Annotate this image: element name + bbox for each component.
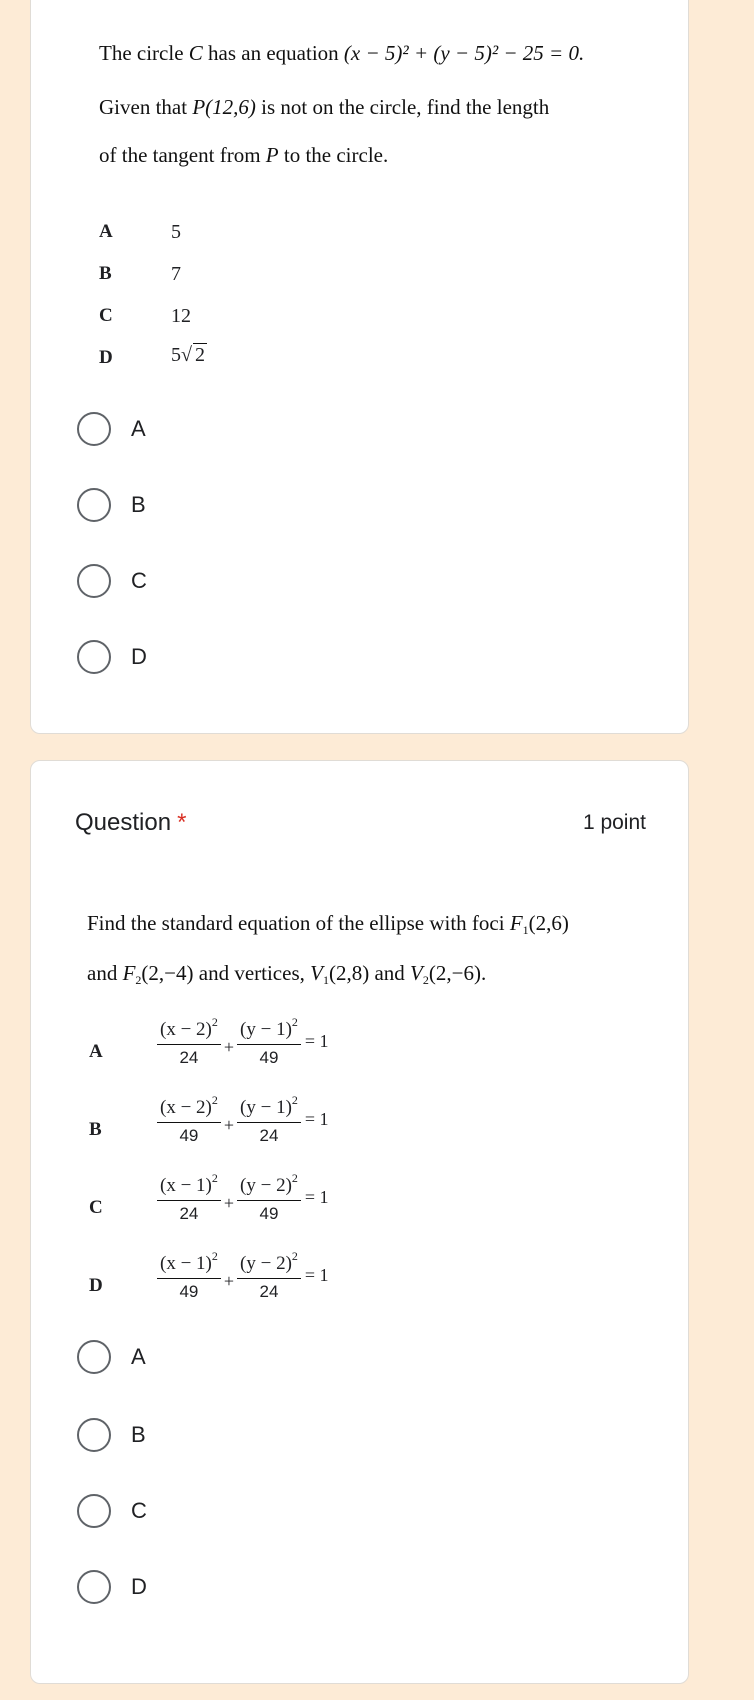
q1-choice-a[interactable]: A bbox=[77, 409, 146, 449]
q2-option-equation-c: $\frac{(x - 1)^2}{24}$ + $\frac{(y - 2)^2}{49}$ = 1 bbox=[157, 1171, 329, 1224]
points-label: 1 point bbox=[582, 811, 646, 834]
q2-option-letter-a: A bbox=[89, 1041, 103, 1062]
radio-button[interactable] bbox=[77, 1570, 111, 1604]
q2-option-letter-b: B bbox=[89, 1119, 102, 1140]
radio-button[interactable] bbox=[77, 1494, 111, 1528]
q2-option-letter-d: D bbox=[89, 1275, 103, 1296]
q2-option-equation-a: $\frac{(x - 2)^2}{24}$ + $\frac{(y - 1)^2}{49}$ = 1 bbox=[157, 1015, 329, 1068]
q2-text-line-1: Find the standard equation of the ellipse with foci $F_1(2,6)$ bbox=[87, 911, 569, 937]
q1-text-line-2: Given that P(12,6) is not on the circle, find the length bbox=[99, 95, 550, 119]
q1-option-letter-b: B bbox=[99, 263, 112, 284]
radio-button[interactable] bbox=[77, 640, 111, 674]
required-asterisk: * bbox=[177, 809, 187, 836]
q2-option-equation-b: $\frac{(x - 2)^2}{49}$ + $\frac{(y - 1)^2}{24}$ = 1 bbox=[157, 1093, 329, 1146]
q2-option-letter-c: C bbox=[89, 1197, 103, 1218]
radio-button[interactable] bbox=[77, 1418, 111, 1452]
q1-option-letter-c: C bbox=[99, 305, 113, 326]
q2-choice-a[interactable]: A bbox=[77, 1337, 146, 1377]
radio-button[interactable] bbox=[77, 488, 111, 522]
q1-option-value-a: 5 bbox=[171, 221, 181, 243]
q2-choice-c[interactable]: C bbox=[77, 1491, 147, 1531]
q2-choice-d[interactable]: D bbox=[77, 1567, 147, 1607]
q1-option-value-b: 7 bbox=[171, 263, 181, 285]
q1-choice-d[interactable]: D bbox=[77, 637, 147, 677]
question-title: Question * bbox=[75, 809, 187, 836]
q2-option-equation-d: $\frac{(x - 1)^2}{49}$ + $\frac{(y - 2)^2}{24}$ = 1 bbox=[157, 1249, 329, 1302]
q1-option-value-d: 5√ 2 bbox=[171, 344, 205, 366]
question-card-2 bbox=[30, 760, 689, 1684]
q1-option-value-c: 12 bbox=[171, 305, 191, 327]
q1-option-letter-d: D bbox=[99, 347, 113, 368]
q1-text-line-1: The circle C has an equation (x − 5)² + (y − 5)² − 25 = 0. bbox=[99, 41, 585, 65]
q1-choice-b[interactable]: B bbox=[77, 485, 146, 525]
question-card-1 bbox=[30, 0, 689, 734]
radio-button[interactable] bbox=[77, 1340, 111, 1374]
q1-option-letter-a: A bbox=[99, 221, 113, 242]
q2-text-line-2: and $F_2(2,-4)$ and vertices, $V_1(2,8)$ and $V_2(2,-6)$. bbox=[87, 961, 487, 987]
q1-text-line-3: of the tangent from P to the circle. bbox=[99, 143, 389, 167]
radio-button[interactable] bbox=[77, 564, 111, 598]
q1-choice-c[interactable]: C bbox=[77, 561, 147, 601]
radio-button[interactable] bbox=[77, 412, 111, 446]
q2-choice-b[interactable]: B bbox=[77, 1415, 146, 1455]
